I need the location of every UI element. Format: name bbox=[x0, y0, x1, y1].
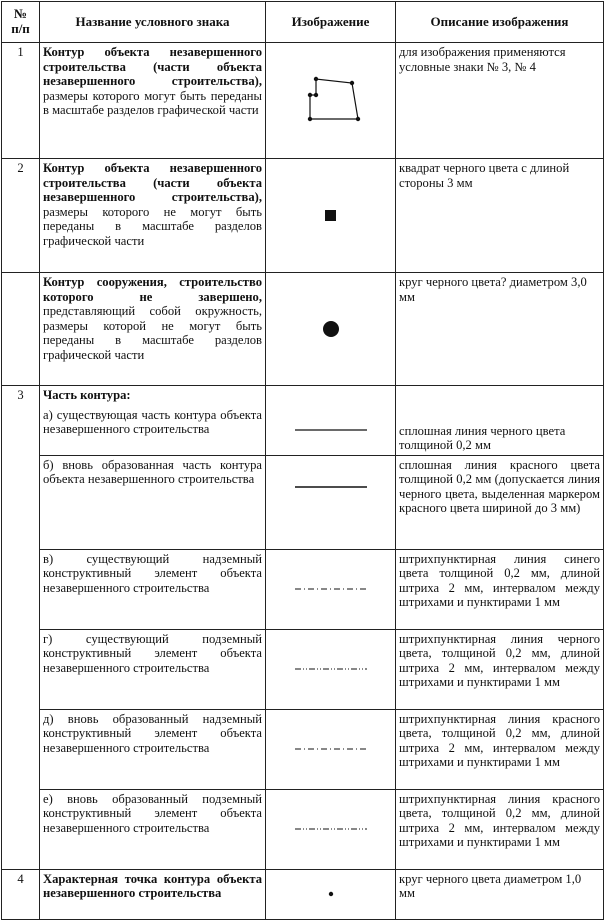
row-name-rest: размеры которого не могут быть переданы в масштабе разделов графической части bbox=[43, 204, 262, 248]
row-name: а) существующая часть контура объекта незавершенного строительства bbox=[40, 406, 266, 456]
row-image bbox=[266, 159, 396, 273]
header-description: Описание изображения bbox=[396, 2, 604, 43]
row-description: штрихпунктирная линия красного цвета, толщиной 0,2 мм, длиной штриха 2 мм, интервалом между штрихами и пунктирами 1 мм bbox=[396, 789, 604, 869]
row-name-bold: Контур сооружения, строительство которого не завершено, bbox=[43, 275, 262, 304]
header-name: Название условного знака bbox=[40, 2, 266, 43]
row-description: сплошная линия красного цвета толщиной 0,2 мм (допускается линия черного цвета, выделенная маркером красного цвета шириной до 3 мм) bbox=[396, 455, 604, 549]
row-name: Характерная точка контура объекта незавершенного строительства bbox=[40, 869, 266, 919]
row-number: 3 bbox=[2, 386, 40, 870]
table-row bbox=[2, 869, 604, 919]
table-row bbox=[2, 406, 604, 456]
table-row bbox=[2, 629, 604, 709]
row-image bbox=[266, 386, 396, 406]
row-title: Часть контура: bbox=[40, 386, 266, 406]
row-description: для изображения применяются условные знаки № 3, № 4 bbox=[396, 43, 604, 159]
table-header bbox=[2, 2, 604, 43]
row-description bbox=[396, 386, 604, 406]
black-square-icon bbox=[324, 209, 338, 223]
row-name: д) вновь образованный надземный конструктивный элемент объекта незавершенного строительства bbox=[40, 709, 266, 789]
row-description: штрихпунктирная линия черного цвета, толщиной 0,2 мм, длиной штриха 2 мм, интервалом между штрихами и пунктирами 1 мм bbox=[396, 629, 604, 709]
row-description: сплошная линия черного цвета толщиной 0,2 мм bbox=[396, 406, 604, 456]
row-image bbox=[266, 549, 396, 629]
row-name bbox=[40, 43, 266, 159]
row-name-bold: Контур объекта незавершенного строительства (части объекта незавершенного строительства), bbox=[43, 45, 262, 89]
row-image bbox=[266, 43, 396, 159]
row-image bbox=[266, 709, 396, 789]
row-number: 4 bbox=[2, 869, 40, 919]
row-image bbox=[266, 406, 396, 456]
row-description: штрихпунктирная линия красного цвета, толщиной 0,2 мм, длиной штриха 2 мм, интервалом между штрихами и пунктирами 1 мм bbox=[396, 709, 604, 789]
outline-polygon-icon bbox=[296, 71, 366, 131]
row-number: 1 bbox=[2, 43, 40, 159]
dash-dot-line-icon bbox=[291, 746, 371, 752]
row-name: б) вновь образованная часть контура объекта незавершенного строительства bbox=[40, 455, 266, 549]
table-row bbox=[2, 789, 604, 869]
row-name: е) вновь образованный подземный конструктивный элемент объекта незавершенного строительства bbox=[40, 789, 266, 869]
table-row bbox=[2, 159, 604, 273]
table-row bbox=[2, 549, 604, 629]
table-row bbox=[2, 386, 604, 406]
row-description: штрихпунктирная линия синего цвета толщиной 0,2 мм, длиной штриха 2 мм, интервалом между штрихами и пунктирами 1 мм bbox=[396, 549, 604, 629]
solid-line-red-icon bbox=[291, 484, 371, 490]
legend-table bbox=[1, 1, 604, 920]
table-row bbox=[2, 709, 604, 789]
row-image bbox=[266, 629, 396, 709]
table-row bbox=[2, 273, 604, 386]
row-image bbox=[266, 869, 396, 919]
table-row bbox=[2, 43, 604, 159]
row-name-rest: размеры которого могут быть переданы в масштабе разделов графической части bbox=[43, 88, 262, 118]
dash-dot-dot-line-icon bbox=[291, 666, 371, 672]
header-num: № п/п bbox=[2, 2, 40, 43]
row-description: круг черного цвета? диаметром 3,0 мм bbox=[396, 273, 604, 386]
row-name: г) существующий подземный конструктивный элемент объекта незавершенного строительства bbox=[40, 629, 266, 709]
row-image bbox=[266, 273, 396, 386]
table-row bbox=[2, 455, 604, 549]
row-name bbox=[40, 159, 266, 273]
header-image: Изображение bbox=[266, 2, 396, 43]
row-description: квадрат черного цвета с длиной стороны 3 мм bbox=[396, 159, 604, 273]
small-dot-icon bbox=[327, 890, 335, 898]
row-name-rest: представляющий собой окружность, размеры которой не могут быть переданы в масштабе разделов графической части bbox=[43, 304, 262, 362]
row-number bbox=[2, 273, 40, 386]
row-description: круг черного цвета диаметром 1,0 мм bbox=[396, 869, 604, 919]
row-image bbox=[266, 455, 396, 549]
row-name: в) существующий надземный конструктивный элемент объекта незавершенного строительства bbox=[40, 549, 266, 629]
row-name bbox=[40, 273, 266, 386]
dash-dot-line-icon bbox=[291, 586, 371, 592]
black-circle-icon bbox=[321, 319, 341, 339]
row-image bbox=[266, 789, 396, 869]
row-name-bold: Контур объекта незавершенного строительства (части объекта незавершенного строительства), bbox=[43, 161, 262, 205]
row-number: 2 bbox=[2, 159, 40, 273]
dash-dot-dot-line-icon bbox=[291, 826, 371, 832]
solid-line-icon bbox=[291, 427, 371, 433]
